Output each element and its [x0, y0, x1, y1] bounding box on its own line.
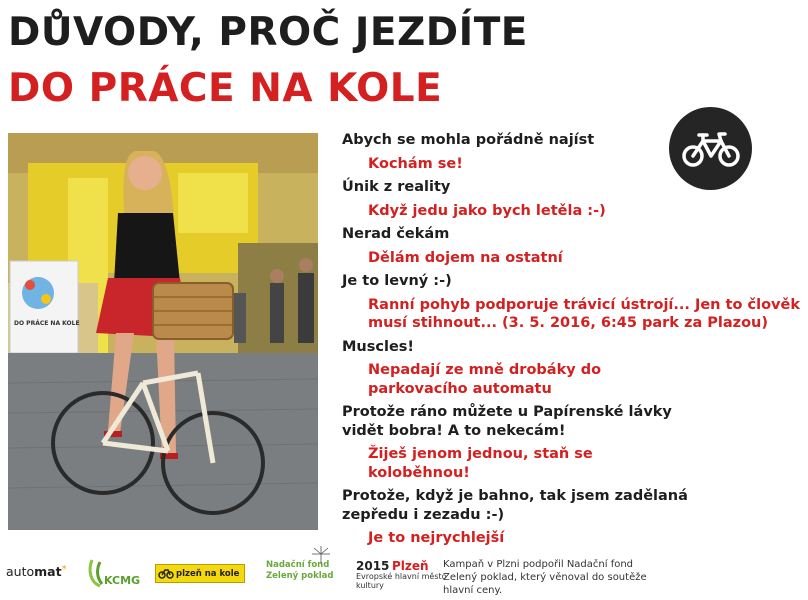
campaign-note: Kampaň v Plzni podpořil Nadační fond Zelený poklad, který věnoval do soutěže hlavní ceny. [443, 559, 647, 596]
banner-text: DO PRÁCE NA KOLE [14, 320, 80, 327]
plzen-na-kole-logo: plzeň na kole [155, 564, 245, 583]
reasons-list [342, 131, 800, 548]
reason-item: Únik z reality [342, 179, 451, 195]
bicycle-icon [159, 567, 173, 579]
reason-item: Abych se mohla pořádně najíst [342, 132, 595, 148]
reason-answer: Je to nejrychlejší [368, 530, 505, 546]
footer-logos [0, 540, 788, 600]
automat-logo: automat* [6, 564, 67, 579]
title-line-1: DŮVODY, PROČ JEZDÍTE [8, 10, 528, 55]
reason-item: Muscles! [342, 338, 415, 355]
reason-item: Nerad čekám [342, 226, 450, 242]
reason-answer: Když jedu jako bych letěla :-) [368, 202, 606, 219]
reason-answer: Žiješ jenom jednou, staň se koloběhnou! [368, 446, 593, 481]
reason-answer: Dělám dojem na ostatní [368, 249, 563, 266]
reason-item: Protože, když je bahno, tak jsem zadělaná zepředu i zezadu :-) [342, 488, 688, 523]
reason-item: Je to levný :-) [342, 273, 452, 289]
reason-item: Protože ráno můžete u Papírenské lávky vidět bobra! A to nekecám! [342, 404, 672, 439]
nadacni-fond-logo: Nadační fond Zelený poklad [266, 560, 346, 582]
svg-text:KCMG: KCMG [104, 574, 141, 587]
dandelion-icon [310, 544, 332, 564]
woman-cycling-photo [8, 133, 318, 530]
title-line-2: DO PRÁCE NA KOLE [8, 66, 443, 111]
plzen-2015-logo: 2015 Plzeň Evropské hlavní město kultury [356, 559, 447, 590]
reason-answer: Ranní pohyb podporuje trávicí ústrojí... Jen to člověk musí stihnout... (3. 5. 2016, 6:45 park za Plazou) [368, 296, 800, 331]
kcmg-logo [86, 556, 141, 594]
reason-answer: Nepadají ze mně drobáky do parkovacího automatu [368, 362, 602, 397]
reason-answer: Kochám se! [368, 155, 463, 172]
